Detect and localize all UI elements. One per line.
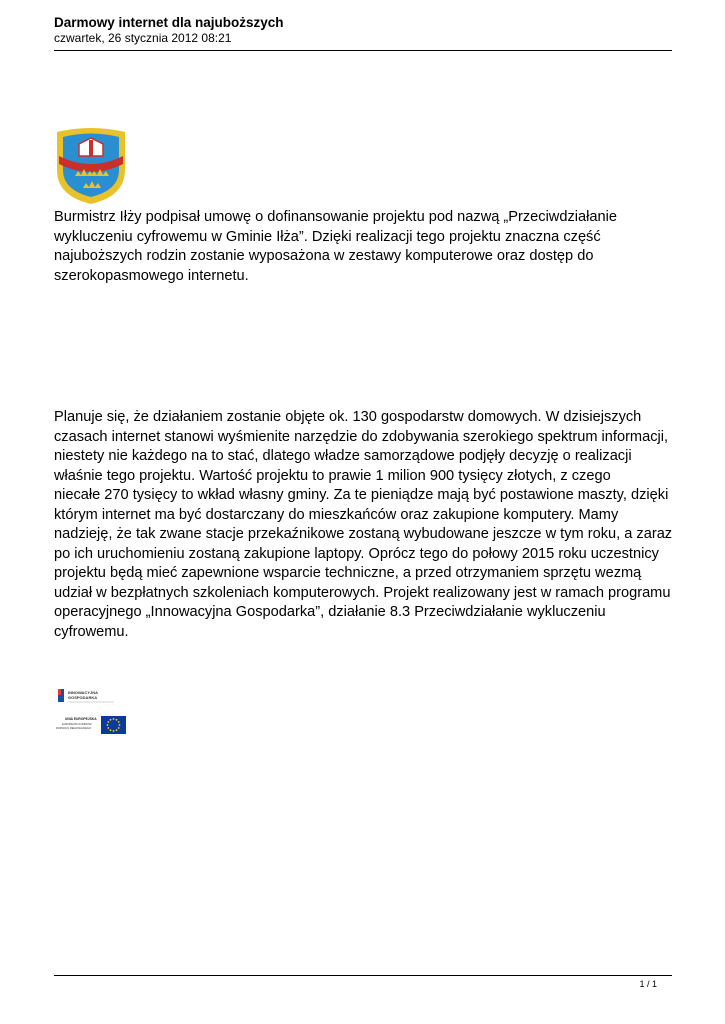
svg-text:GOSPODARKA: GOSPODARKA bbox=[68, 695, 98, 700]
svg-text:EUROPEJSKI FUNDUSZ: EUROPEJSKI FUNDUSZ bbox=[62, 723, 92, 726]
svg-text:ROZWOJU REGIONALNEGO: ROZWOJU REGIONALNEGO bbox=[56, 727, 91, 730]
document-header bbox=[54, 15, 672, 46]
footer-divider bbox=[54, 975, 672, 976]
svg-text:UNIA EUROPEJSKA: UNIA EUROPEJSKA bbox=[65, 717, 97, 721]
page-number: 1 / 1 bbox=[639, 979, 657, 989]
paragraph-details: Planuje się, że działaniem zostanie objęte ok. 130 gospodarstw domowych. W dzisiejszych czasach internet stanowi wyśmienite narzędzie do zdobywania szerokiego spektrum informacji, niestety nie każdego na to stać, dlatego władze samorządowe podjęły decyzję o realizacji właśnie tego projektu. Wartość projektu to prawie 1 milion 900 tysięcy złotych, z czego niecałe 270 tysięcy to wkład własny gminy. Za te pieniądze mają być postawione maszty, dzięki którym internet ma być dostarczany do mieszkańców oraz zakupione komputery. Mamy nadzieję, że tak zwane stacje przekaźnikowe zostaną wybudowane jeszcze w tym roku, a zaraz po ich uruchomieniu zostaną zakupione laptopy. Oprócz tego do połowy 2015 roku uczestnicy projektu będą mieć zapewnione wsparcie techniczne, a przed otrzymaniem sprzętu wezmą udział w bezpłatnych szkoleniach komputerowych. Projekt realizowany jest w ramach programu operacyjnego „Innowacyjna Gospodarka”, działanie 8.3 Przeciwdziałanie wykluczeniu cyfrowemu. bbox=[54, 409, 673, 640]
header-divider bbox=[54, 50, 672, 51]
article-date: czwartek, 26 stycznia 2012 08:21 bbox=[54, 31, 232, 45]
paragraph-intro: Burmistrz Iłży podpisał umowę o dofinansowanie projektu pod nazwą „Przeciwdziałanie wykluczeniu cyfrowemu w Gminie Iłża”. Dzięki realizacji tego projektu znaczna część najuboższych rodzin zostanie wyposażona w zestawy komputerowe oraz dostęp do szerokopasmowego internetu. bbox=[54, 209, 617, 284]
eu-logo bbox=[55, 715, 127, 735]
svg-text:INNOWACYJNA: INNOWACYJNA bbox=[68, 690, 99, 695]
innowacyjna-gospodarka-logo bbox=[56, 686, 116, 706]
article-title: Darmowy internet dla najuboższych bbox=[54, 15, 284, 30]
coat-of-arms-image bbox=[51, 126, 131, 206]
